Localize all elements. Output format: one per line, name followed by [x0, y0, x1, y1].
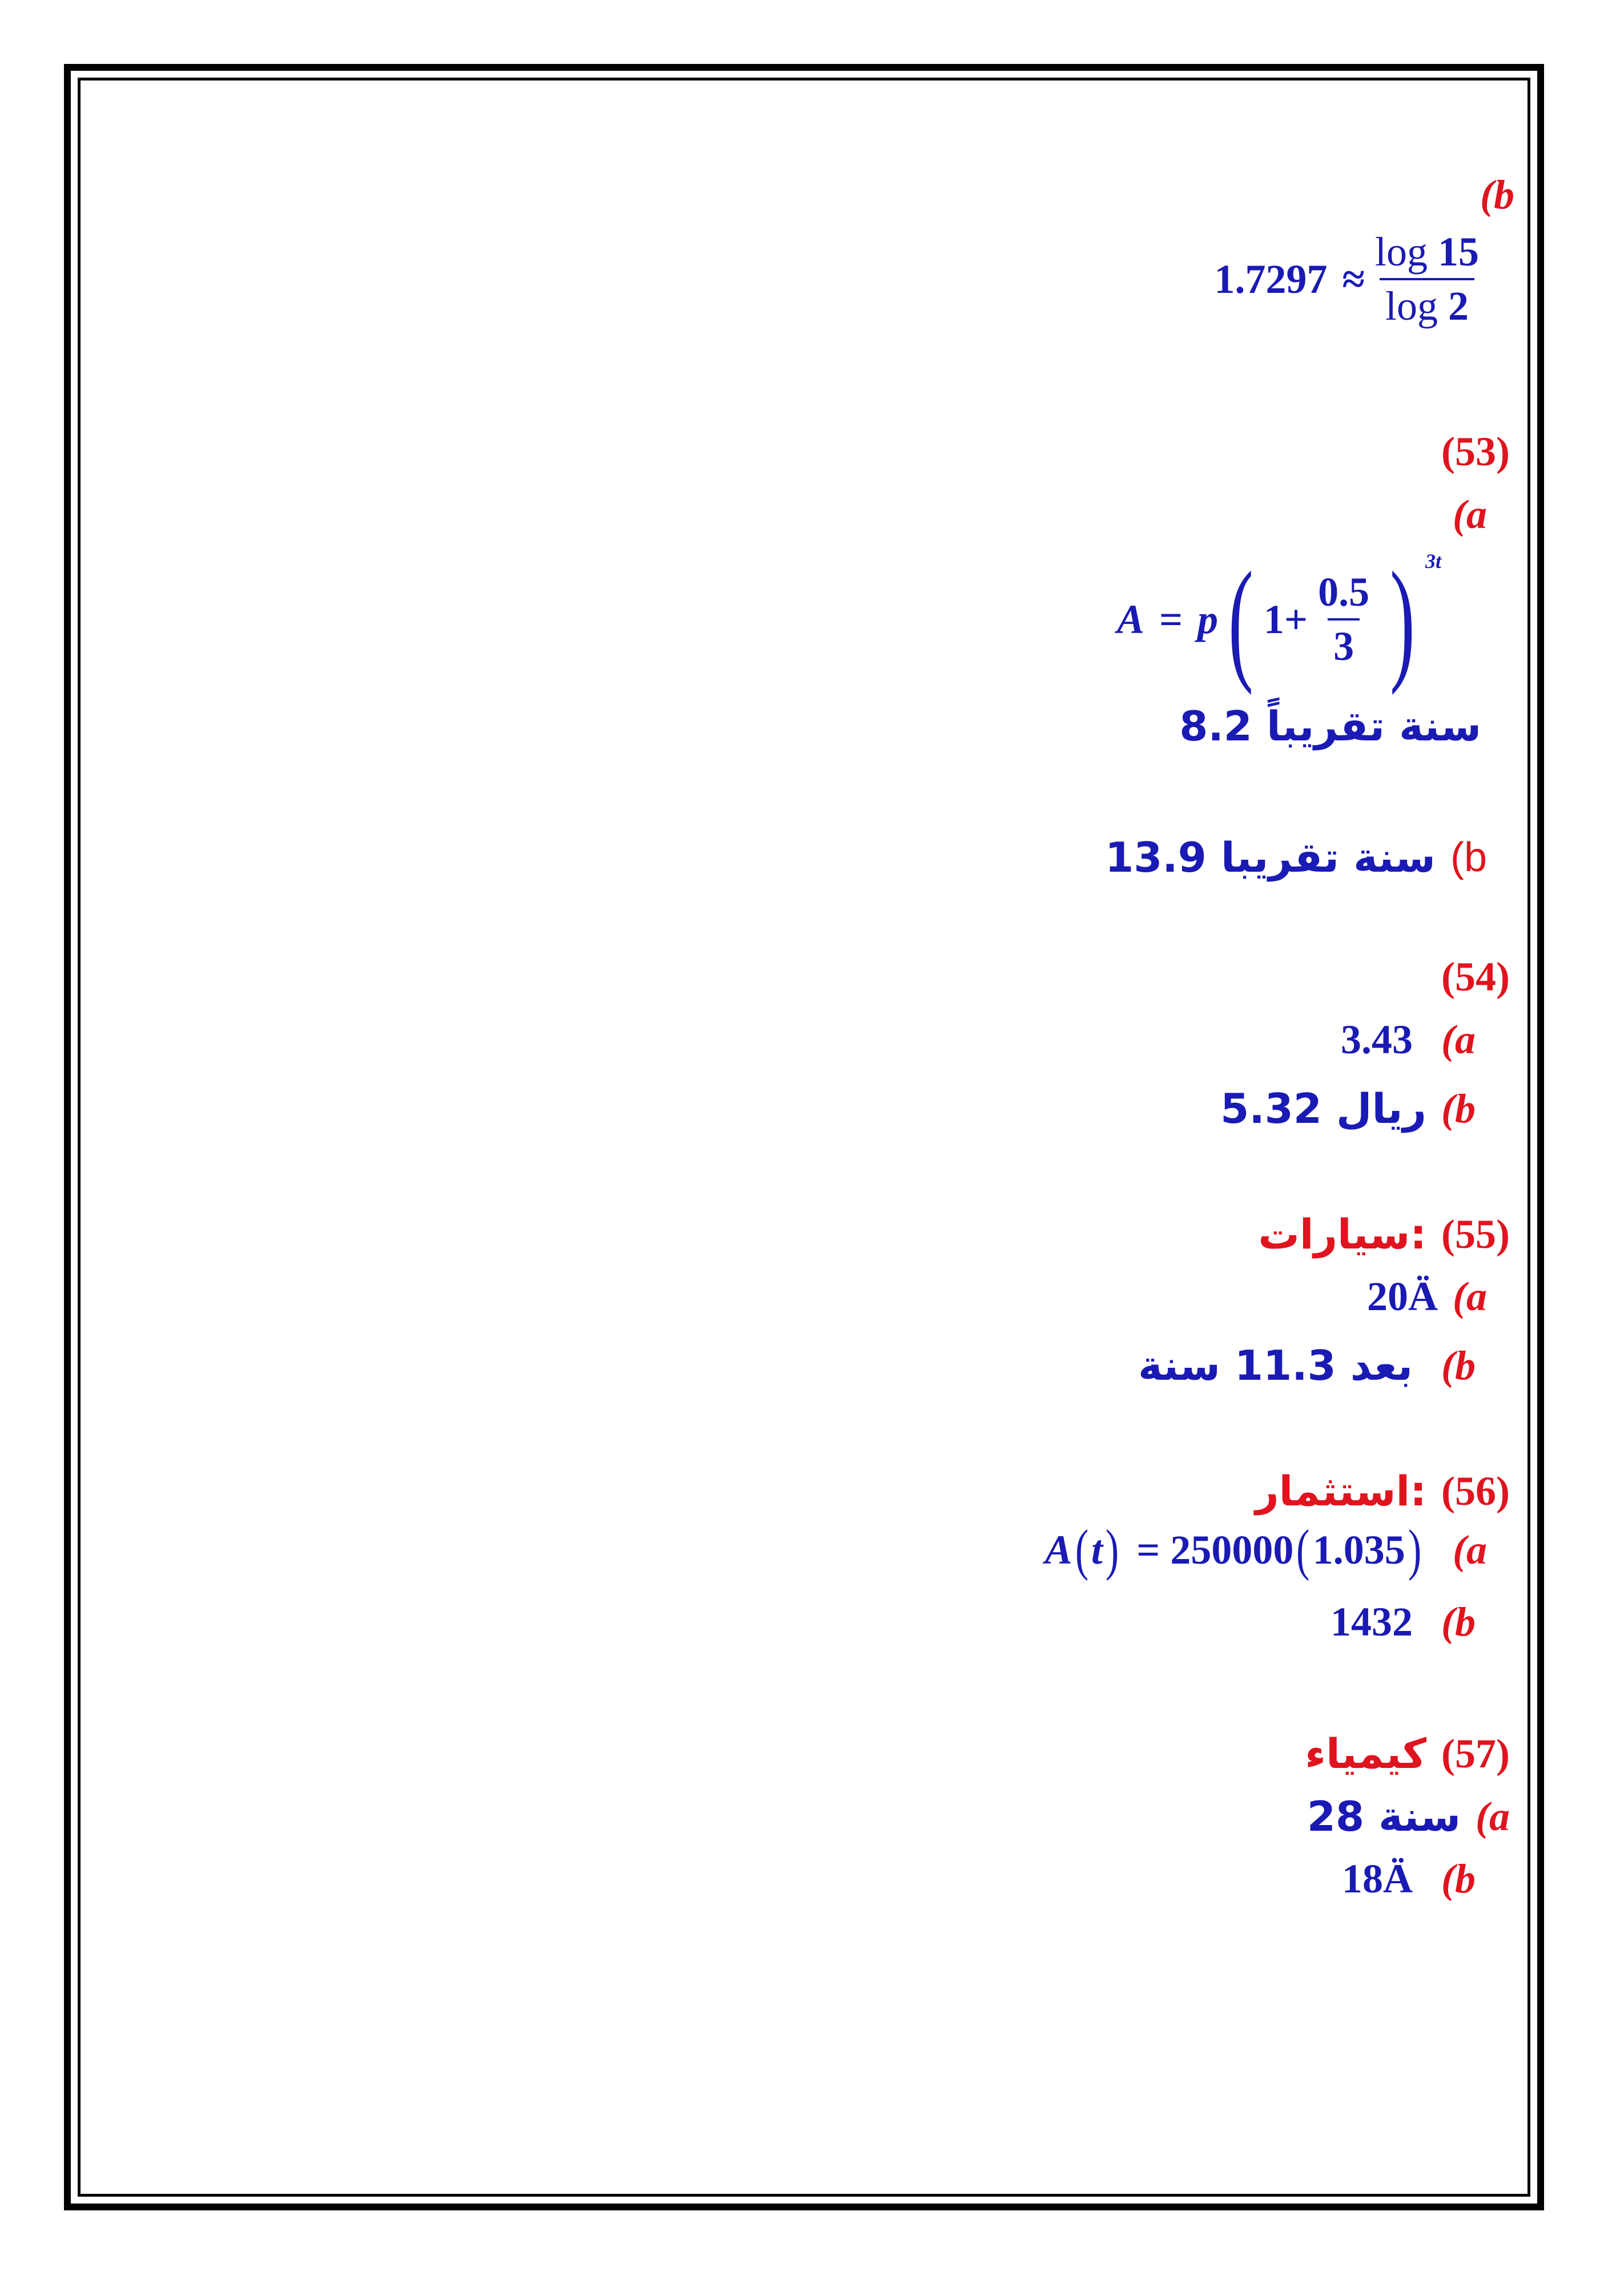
q55-number: (55) — [1441, 1211, 1510, 1257]
q55-title: سيارات: — [1258, 1210, 1427, 1258]
q57-header — [1305, 1730, 1510, 1778]
q54-b-answer: 5.32 ريال — [1220, 1085, 1427, 1133]
q55-header — [1259, 1210, 1510, 1258]
page-border-inner — [78, 78, 1530, 2197]
q57-a-answer: 28 سنة — [1307, 1793, 1461, 1840]
q56-a-label: (a — [1453, 1526, 1487, 1573]
q56-formula-t: t — [1091, 1526, 1103, 1573]
formula-p: p — [1197, 596, 1219, 642]
approx-sign: ≈ — [1342, 256, 1365, 302]
log-ratio-value: 1.7297 — [1214, 256, 1328, 302]
q55-b-answer: بعد 11.3 سنة — [1138, 1342, 1413, 1389]
q54-b-row — [1220, 1085, 1476, 1133]
q56-b-answer: 1432 — [1330, 1599, 1413, 1645]
formula-one: 1 — [1264, 596, 1285, 642]
paren-close-2: ) — [1408, 1518, 1422, 1581]
formula-fraction — [1312, 569, 1375, 670]
paren-close-1: ) — [1106, 1518, 1119, 1581]
q55-b-row — [1138, 1342, 1476, 1389]
log-den-value: 2 — [1448, 283, 1469, 329]
q56-title: استثمار: — [1255, 1467, 1427, 1515]
part-b-label-row — [1480, 171, 1514, 219]
formula-num: 0.5 — [1318, 569, 1370, 615]
q57-b-answer: 18Ä — [1342, 1856, 1413, 1902]
q53-header — [1441, 428, 1510, 476]
q53-a-label-row — [1453, 491, 1487, 538]
right-paren: ) — [1390, 543, 1416, 695]
formula-den: 3 — [1328, 618, 1360, 670]
q57-title: كيمياء — [1305, 1730, 1427, 1778]
formula-eq: = — [1159, 596, 1183, 642]
q53-a-answer: 8.2 سنة تقريباً — [1179, 702, 1481, 750]
q55-b-label: (b — [1441, 1342, 1476, 1388]
q53-formula — [1117, 543, 1441, 695]
part-b-label: (b — [1480, 172, 1514, 217]
q53-b-answer: 13.9 سنة تقريبا — [1105, 833, 1436, 881]
formula-plus: + — [1284, 596, 1308, 642]
q54-header — [1441, 953, 1510, 1001]
formula-lhs: A — [1117, 596, 1145, 642]
log-fn-den: log — [1385, 283, 1438, 329]
q56-formula-a: A — [1044, 1526, 1072, 1573]
log-num-value: 15 — [1438, 229, 1479, 275]
q53-b-label: (b — [1450, 835, 1487, 880]
q55-a-row — [1367, 1273, 1487, 1320]
q53-number: (53) — [1441, 429, 1510, 474]
q54-a-answer: 3.43 — [1341, 1017, 1413, 1062]
formula-exponent: 3t — [1425, 550, 1441, 573]
q56-formula-rate: 1.035 — [1312, 1526, 1405, 1573]
q54-b-label: (b — [1441, 1085, 1476, 1131]
q57-a-row — [1307, 1793, 1510, 1840]
left-paren: ( — [1228, 543, 1254, 695]
q55-a-answer: 20Ä — [1367, 1274, 1438, 1319]
q55-a-label: (a — [1453, 1274, 1487, 1319]
q54-a-label: (a — [1441, 1017, 1476, 1062]
q57-b-label: (b — [1441, 1856, 1476, 1902]
log-fn-num: log — [1374, 229, 1428, 275]
q56-formula-principal: = 250000 — [1136, 1526, 1294, 1573]
q57-number: (57) — [1441, 1730, 1510, 1777]
q56-number: (56) — [1441, 1468, 1510, 1514]
q53-b-row — [1105, 833, 1487, 881]
q56-b-label: (b — [1441, 1599, 1476, 1645]
q56-a-row — [1044, 1518, 1487, 1581]
log-ratio-row — [1214, 228, 1489, 330]
paren-open-2: ( — [1296, 1518, 1310, 1581]
q56-header — [1255, 1467, 1510, 1515]
q57-b-row — [1342, 1855, 1476, 1903]
q57-a-label: (a — [1476, 1793, 1510, 1839]
paren-open-1: ( — [1075, 1518, 1089, 1581]
q54-a-row — [1341, 1016, 1476, 1064]
q54-number: (54) — [1441, 954, 1510, 1000]
q56-b-row — [1330, 1598, 1476, 1646]
q53-a-answer-row — [1179, 702, 1481, 750]
q53-a-label: (a — [1453, 492, 1487, 537]
log-fraction — [1369, 228, 1485, 330]
